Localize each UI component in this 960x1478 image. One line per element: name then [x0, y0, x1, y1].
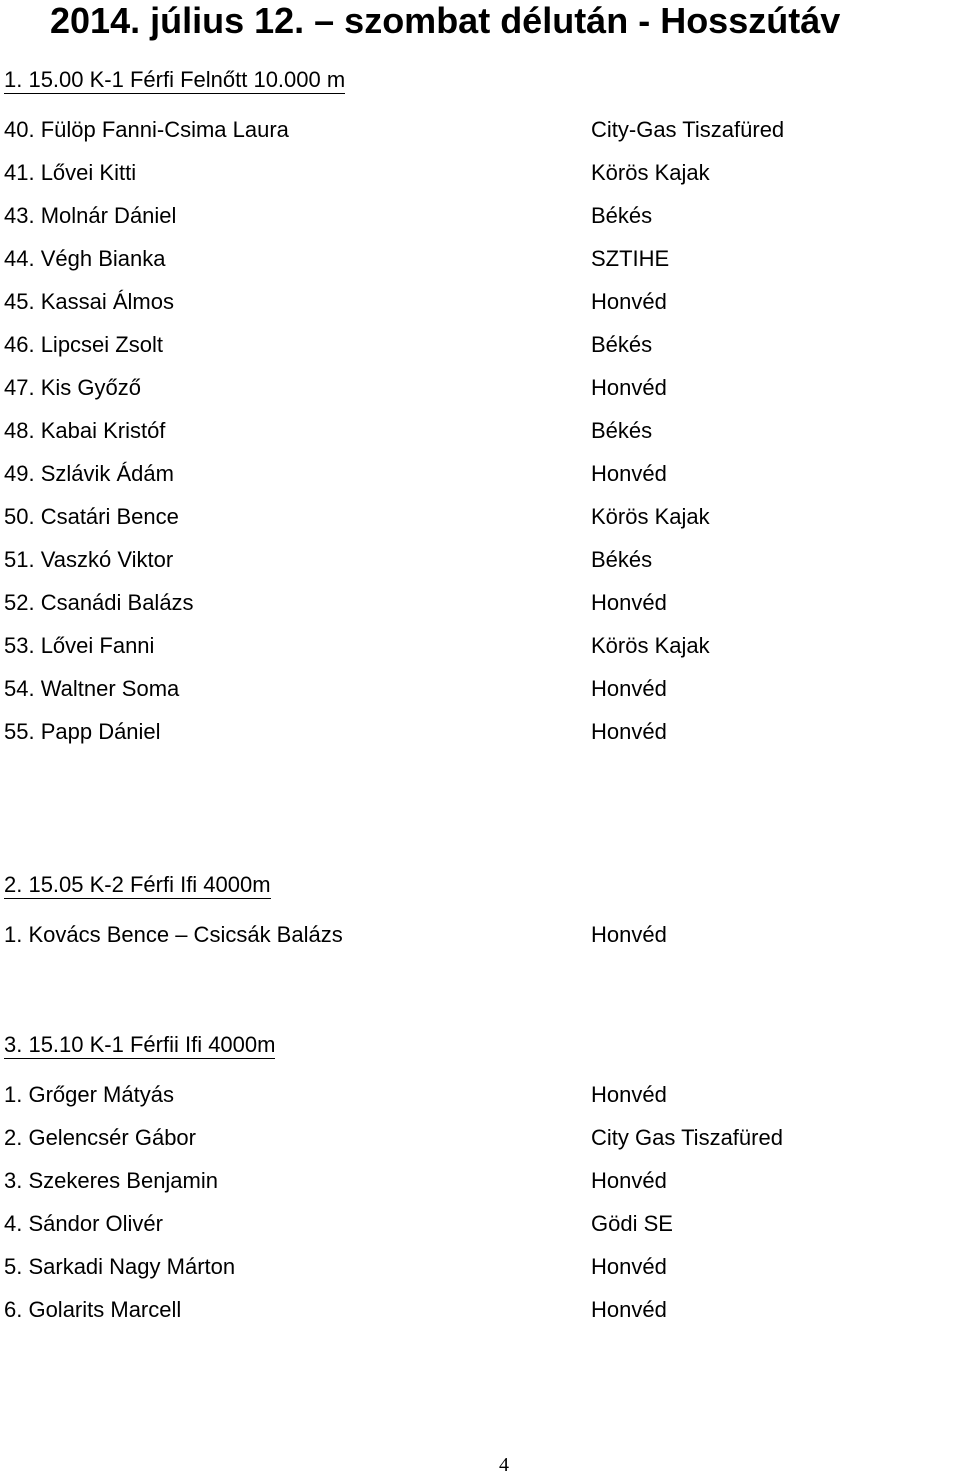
page-number: 4: [499, 1454, 509, 1476]
entry-name: 4. Sándor Olivér: [4, 1211, 163, 1236]
entry-name: 48. Kabai Kristóf: [4, 418, 166, 443]
page-title: 2014. július 12. – szombat délután - Hosszútáv: [50, 0, 841, 41]
entry-club: Körös Kajak: [591, 504, 710, 529]
entry-club: Honvéd: [591, 1082, 667, 1107]
entry-name: 55. Papp Dániel: [4, 719, 161, 744]
entry-name: 40. Fülöp Fanni-Csima Laura: [4, 117, 289, 142]
section-heading: 1. 15.00 K-1 Férfi Felnőtt 10.000 m: [4, 67, 346, 92]
entry-name: 44. Végh Bianka: [4, 246, 166, 271]
entry-row: [4, 459, 954, 489]
entry-name: 5. Sarkadi Nagy Márton: [4, 1254, 236, 1279]
entry-club: Honvéd: [591, 1254, 667, 1279]
entry-row: [4, 416, 954, 446]
entry-row: [4, 588, 954, 618]
entry-name: 46. Lipcsei Zsolt: [4, 332, 163, 357]
entry-club: City Gas Tiszafüred: [591, 1125, 783, 1150]
entry-row: [4, 920, 954, 950]
entry-row: [4, 545, 954, 575]
entry-row: [4, 502, 954, 532]
entry-club: Honvéd: [591, 719, 667, 744]
entry-club: Békés: [591, 203, 653, 228]
entry-name: 1. Kovács Bence – Csicsák Balázs: [4, 922, 343, 947]
entry-club: Honvéd: [591, 461, 667, 486]
entry-name: 3. Szekeres Benjamin: [4, 1168, 218, 1193]
entry-club: Honvéd: [591, 676, 667, 701]
entry-row: [4, 631, 954, 661]
entry-club: Honvéd: [591, 590, 667, 615]
entry-name: 53. Lővei Fanni: [4, 633, 155, 658]
entry-club: Honvéd: [591, 1297, 667, 1322]
entry-club: Békés: [591, 332, 653, 357]
entry-row: [4, 330, 954, 360]
entry-name: 49. Szlávik Ádám: [4, 461, 174, 486]
entry-club: Honvéd: [591, 1168, 667, 1193]
entry-row: [4, 1123, 954, 1153]
entry-row: [4, 1166, 954, 1196]
entry-name: 41. Lővei Kitti: [4, 160, 137, 185]
entry-row: [4, 373, 954, 403]
entry-club: Békés: [591, 547, 653, 572]
entry-row: [4, 115, 954, 145]
entry-club: Gödi SE: [591, 1211, 673, 1236]
entry-row: [4, 244, 954, 274]
entry-name: 43. Molnár Dániel: [4, 203, 177, 228]
entry-row: [4, 1209, 954, 1239]
entry-club: Honvéd: [591, 289, 667, 314]
section-heading: 3. 15.10 K-1 Férfii Ifi 4000m: [4, 1032, 276, 1057]
entry-row: [4, 1295, 954, 1325]
entry-club: Honvéd: [591, 375, 667, 400]
entry-name: 1. Grőger Mátyás: [4, 1082, 174, 1107]
entry-name: 45. Kassai Álmos: [4, 289, 174, 314]
entry-name: 50. Csatári Bence: [4, 504, 179, 529]
entry-club: SZTIHE: [591, 246, 670, 271]
section-heading: 2. 15.05 K-2 Férfi Ifi 4000m: [4, 872, 271, 897]
entry-row: [4, 1252, 954, 1282]
entry-row: [4, 674, 954, 704]
entry-name: 47. Kis Győző: [4, 375, 141, 400]
entry-club: Békés: [591, 418, 653, 443]
entry-name: 54. Waltner Soma: [4, 676, 180, 701]
entry-club: City-Gas Tiszafüred: [591, 117, 785, 142]
entry-club: Körös Kajak: [591, 633, 710, 658]
entry-row: [4, 158, 954, 188]
entry-club: Honvéd: [591, 922, 667, 947]
entry-club: Körös Kajak: [591, 160, 710, 185]
entry-name: 2. Gelencsér Gábor: [4, 1125, 196, 1150]
entry-row: [4, 1080, 954, 1110]
entry-row: [4, 717, 954, 747]
entry-row: [4, 287, 954, 317]
entry-name: 52. Csanádi Balázs: [4, 590, 194, 615]
entry-row: [4, 201, 954, 231]
entry-name: 51. Vaszkó Viktor: [4, 547, 174, 572]
entry-name: 6. Golarits Marcell: [4, 1297, 182, 1322]
